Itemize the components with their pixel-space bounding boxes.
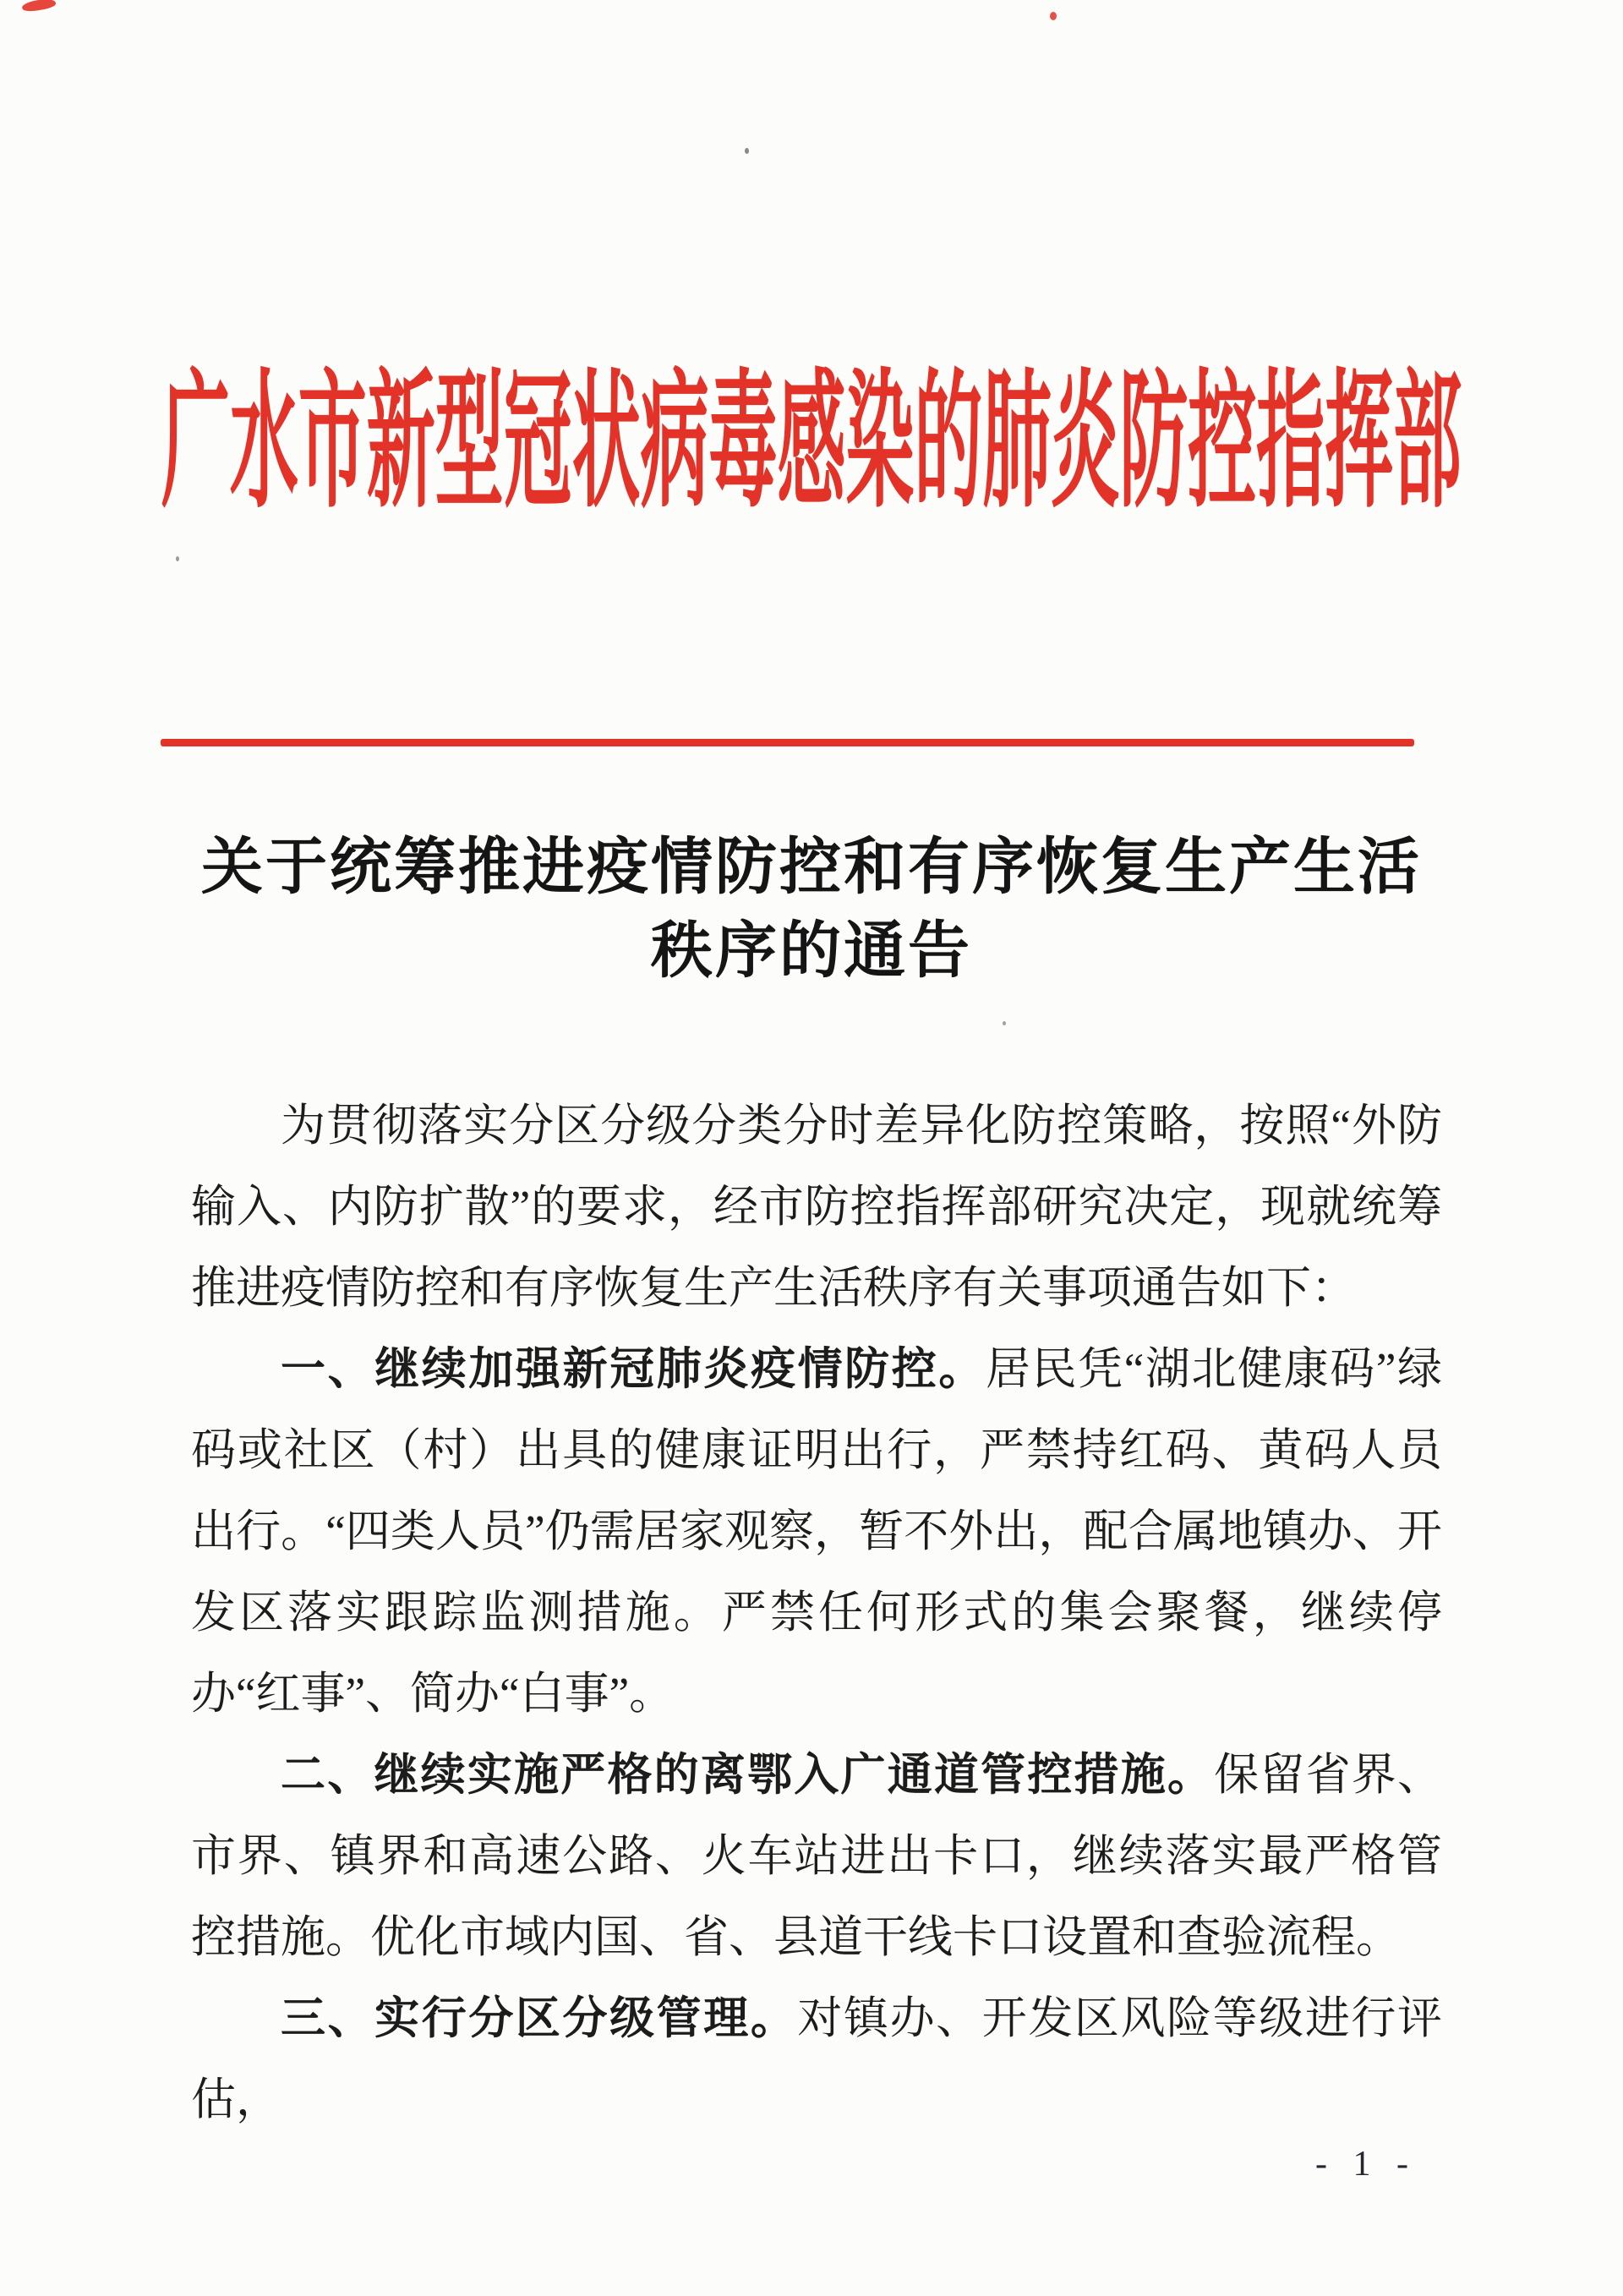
- paragraph-lead: 三、实行分区分级管理。: [281, 1993, 798, 2043]
- body-paragraph: [191, 1329, 1442, 1735]
- title-line-2: 秩序的通告: [651, 916, 972, 985]
- red-separator-line: [161, 739, 1414, 746]
- paragraph-text: 对镇办、开发区风险等级进行评估，: [191, 1994, 1443, 2124]
- title-line-1: 关于统筹推进疫情防控和有序恢复生产生活: [201, 833, 1422, 901]
- scan-artifact-dot: [745, 148, 749, 154]
- body-paragraph: [191, 1735, 1442, 1978]
- body-paragraph: [191, 1978, 1442, 2140]
- document-title: [0, 825, 1623, 992]
- paragraph-text: 保留省界、市界、镇界和高速公路、火车站进出卡口，继续落实最严格管控措施。优化市域内国、省、县道干线卡口设置和查验流程。: [191, 1751, 1443, 1962]
- scan-artifact-red-corner: [21, 0, 56, 13]
- paragraph-lead: 二、继续实施严格的离鄂入广通道管控措施。: [281, 1750, 1215, 1800]
- issuing-authority-title: 广水市新型冠状病毒感染的肺炎防控指挥部: [161, 361, 1462, 526]
- document-letterhead: [0, 355, 1623, 533]
- page-number: - 1 -: [1315, 2145, 1417, 2184]
- scan-artifact-dot: [1003, 1021, 1006, 1025]
- paragraph-text: 居民凭“湖北健康码”绿码或社区（村）出具的健康证明出行，严禁持红码、黄码人员出行。“四类人员”仍需居家观察，暂不外出，配合属地镇办、开发区落实跟踪监测措施。严禁任何形式的集会聚餐，继续停办“红事”、简办“白事”。: [191, 1345, 1442, 1719]
- body-paragraph: [191, 1085, 1442, 1329]
- paragraph-lead: 一、继续加强新冠肺炎疫情防控。: [281, 1344, 986, 1394]
- document-body: [191, 1085, 1442, 2140]
- paragraph-text: 为贯彻落实分区分级分类分时差异化防控策略，按照“外防输入、内防扩散”的要求，经市防控指挥部研究决定，现就统筹推进疫情防控和有序恢复生产生活秩序有关事项通告如下：: [191, 1102, 1442, 1313]
- scan-artifact-dot: [176, 556, 179, 561]
- scan-artifact-red-dot: [1050, 12, 1057, 20]
